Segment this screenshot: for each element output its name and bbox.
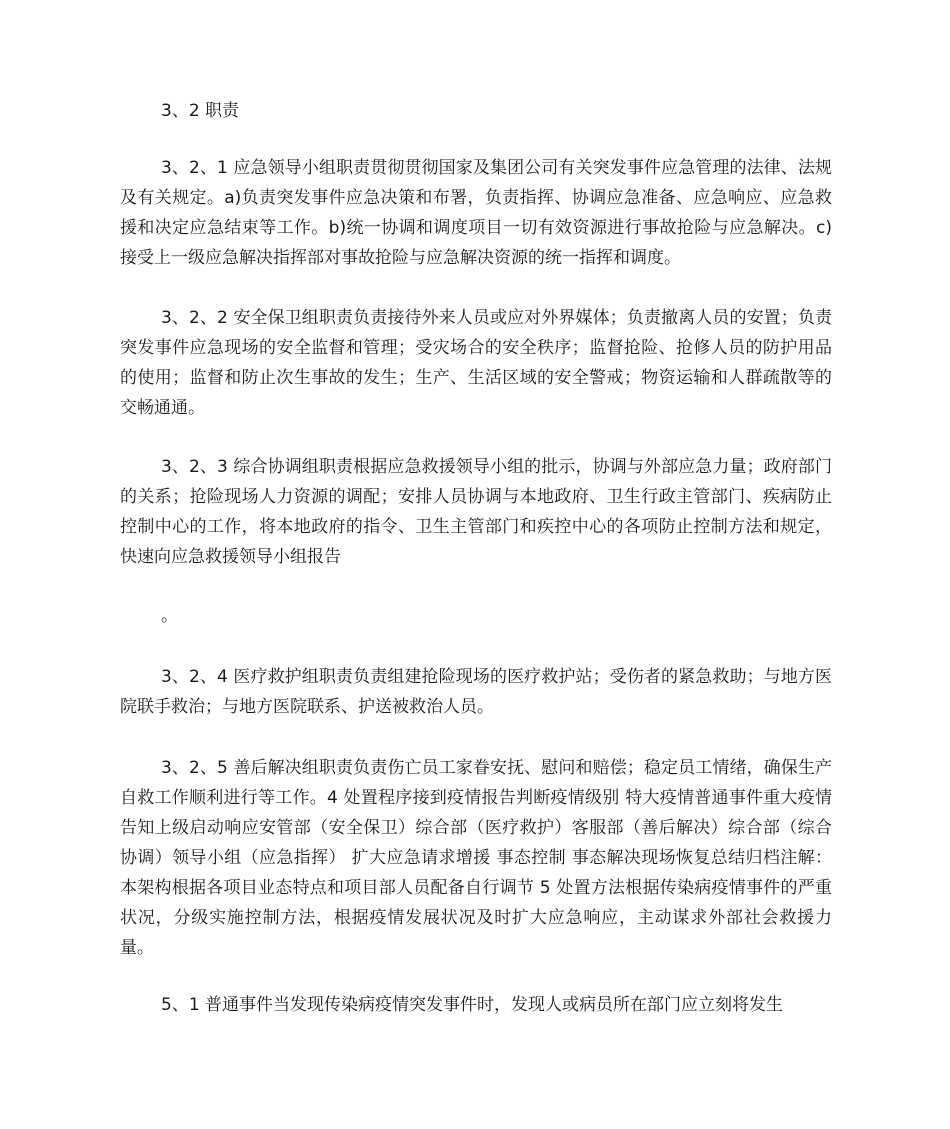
- paragraph-3-2-5: 3、2、5 善后解决组职责负责伤亡员工家眷安抚、慰问和赔偿；稳定员工情绪，确保生产自救工作顺利进行等工作。4 处置程序接到疫情报告判断疫情级别 特大疫情普通事件重大疫情告知上级启动响应安管部（安全保卫）综合部（医疗救护）客服部（善后解决）综合部（综合协调）领导小组（应急指挥） 扩大应急请求增援 事态控制 事态解决现场恢复总结归档注解：本架构根据各项目业态特点和项目部人员配备自行调节 5 处置方法根据传染病疫情事件的严重状况，分级实施控制方法，根据疫情发展状况及时扩大应急响应，主动谋求外部社会救援力量。: [120, 758, 832, 958]
- paragraph-3-2-2: 3、2、2 安全保卫组职责负责接待外来人员或应对外界媒体；负责撤离人员的安置；负责突发事件应急现场的安全监督和管理；受灾场合的安全秩序；监督抢险、抢修人员的防护用品的使用；监督和防止次生事故的发生；生产、生活区域的安全警戒；物资运输和人群疏散等的交畅通通。: [120, 308, 832, 418]
- section-heading: 3、2 职责: [161, 101, 240, 121]
- paragraph-period: 。: [161, 606, 178, 626]
- paragraph-3-2-3: 3、2、3 综合协调组职责根据应急救援领导小组的批示，协调与外部应急力量；政府部门的关系；抢险现场人力资源的调配；安排人员协调与本地政府、卫生行政主管部门、疾病防止控制中心的工作，将本地政府的指令、卫生主管部门和疾控中心的各项防止控制方法和规定，快速向应急救援领导小组报告: [120, 457, 832, 567]
- paragraph-3-2-1: 3、2、1 应急领导小组职责贯彻贯彻国家及集团公司有关突发事件应急管理的法律、法规及有关规定。a)负责突发事件应急决策和布署，负责指挥、协调应急准备、应急响应、应急救援和决定应急结束等工作。b)统一协调和调度项目一切有效资源进行事故抢险与应急解决。c)接受上一级应急解决指挥部对事故抢险与应急解决资源的统一指挥和调度。: [120, 158, 832, 268]
- paragraph-3-2-4: 3、2、4 医疗救护组职责负责组建抢险现场的医疗救护站；受伤者的紧急救助；与地方医院联手救治；与地方医院联系、护送被救治人员。: [120, 667, 832, 717]
- paragraph-5-1: 5、1 普通事件当发现传染病疫情突发事件时，发现人或病员所在部门应立刻将发生: [161, 995, 784, 1015]
